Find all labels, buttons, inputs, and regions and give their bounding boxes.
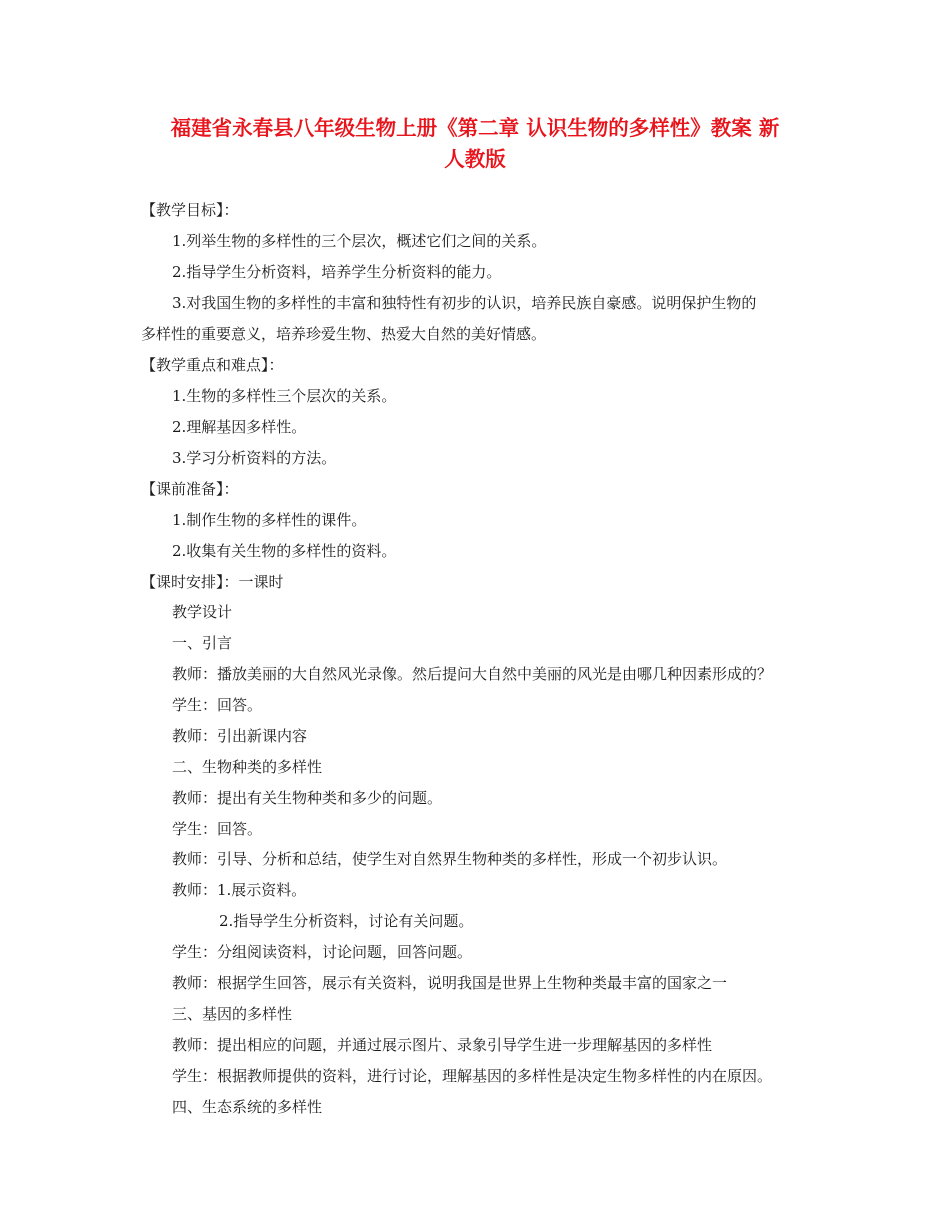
schedule-heading: 【课时安排】：一课时 — [141, 573, 284, 591]
design-line: 教师：播放美丽的大自然风光录像。然后提问大自然中美丽的风光是由哪几种因素形成的？ — [172, 665, 773, 683]
key-point-item: 2.理解基因多样性。 — [172, 418, 307, 436]
section-heading: 二、生物种类的多样性 — [172, 758, 323, 776]
design-line: 教师：1.展示资料。 — [172, 881, 307, 899]
title-line-1: 福建省永春县八年级生物上册《第二章 认识生物的多样性》教案 新 — [170, 116, 780, 140]
design-line: 学生：分组阅读资料，讨论问题，回答问题。 — [172, 943, 473, 961]
design-line: 教师：提出相应的问题，并通过展示图片、录象引导学生进一步理解基因的多样性 — [172, 1036, 713, 1054]
key-points-heading: 【教学重点和难点】： — [141, 356, 284, 374]
key-point-item: 3.学习分析资料的方法。 — [172, 449, 337, 467]
objective-item: 3.对我国生物的多样性的丰富和独特性有初步的认识，培养民族自豪感。说明保护生物的 — [172, 294, 757, 312]
section-heading: 一、引言 — [172, 634, 233, 652]
objective-item: 1.列举生物的多样性的三个层次，概述它们之间的关系。 — [172, 232, 547, 250]
design-heading: 教学设计 — [172, 603, 233, 621]
section-heading: 三、基因的多样性 — [172, 1005, 293, 1023]
preparation-item: 2.收集有关生物的多样性的资料。 — [172, 542, 397, 560]
objectives-heading: 【教学目标】： — [141, 201, 239, 219]
preparation-heading: 【课前准备】： — [141, 480, 239, 498]
design-line: 教师：根据学生回答，展示有关资料，说明我国是世界上生物种类最丰富的国家之一 — [172, 974, 728, 992]
document-title — [120, 113, 830, 175]
objective-item-continued: 多样性的重要意义，培养珍爱生物、热爱大自然的美好情感。 — [141, 325, 547, 343]
design-line: 教师：提出有关生物种类和多少的问题。 — [172, 789, 443, 807]
design-line: 学生：回答。 — [172, 696, 263, 714]
title-line-2: 人教版 — [444, 147, 506, 171]
design-line: 教师：引导、分析和总结，使学生对自然界生物种类的多样性，形成一个初步认识。 — [172, 850, 728, 868]
section-heading: 四、生态系统的多样性 — [172, 1098, 323, 1116]
design-line: 学生：回答。 — [172, 820, 263, 838]
objective-item: 2.指导学生分析资料，培养学生分析资料的能力。 — [172, 263, 502, 281]
design-line-indented: 2.指导学生分析资料，讨论有关问题。 — [219, 912, 474, 930]
design-line: 教师：引出新课内容 — [172, 727, 308, 745]
preparation-item: 1.制作生物的多样性的课件。 — [172, 511, 367, 529]
key-point-item: 1.生物的多样性三个层次的关系。 — [172, 387, 397, 405]
design-line: 学生：根据教师提供的资料，进行讨论，理解基因的多样性是决定生物多样性的内在原因。 — [172, 1067, 773, 1085]
